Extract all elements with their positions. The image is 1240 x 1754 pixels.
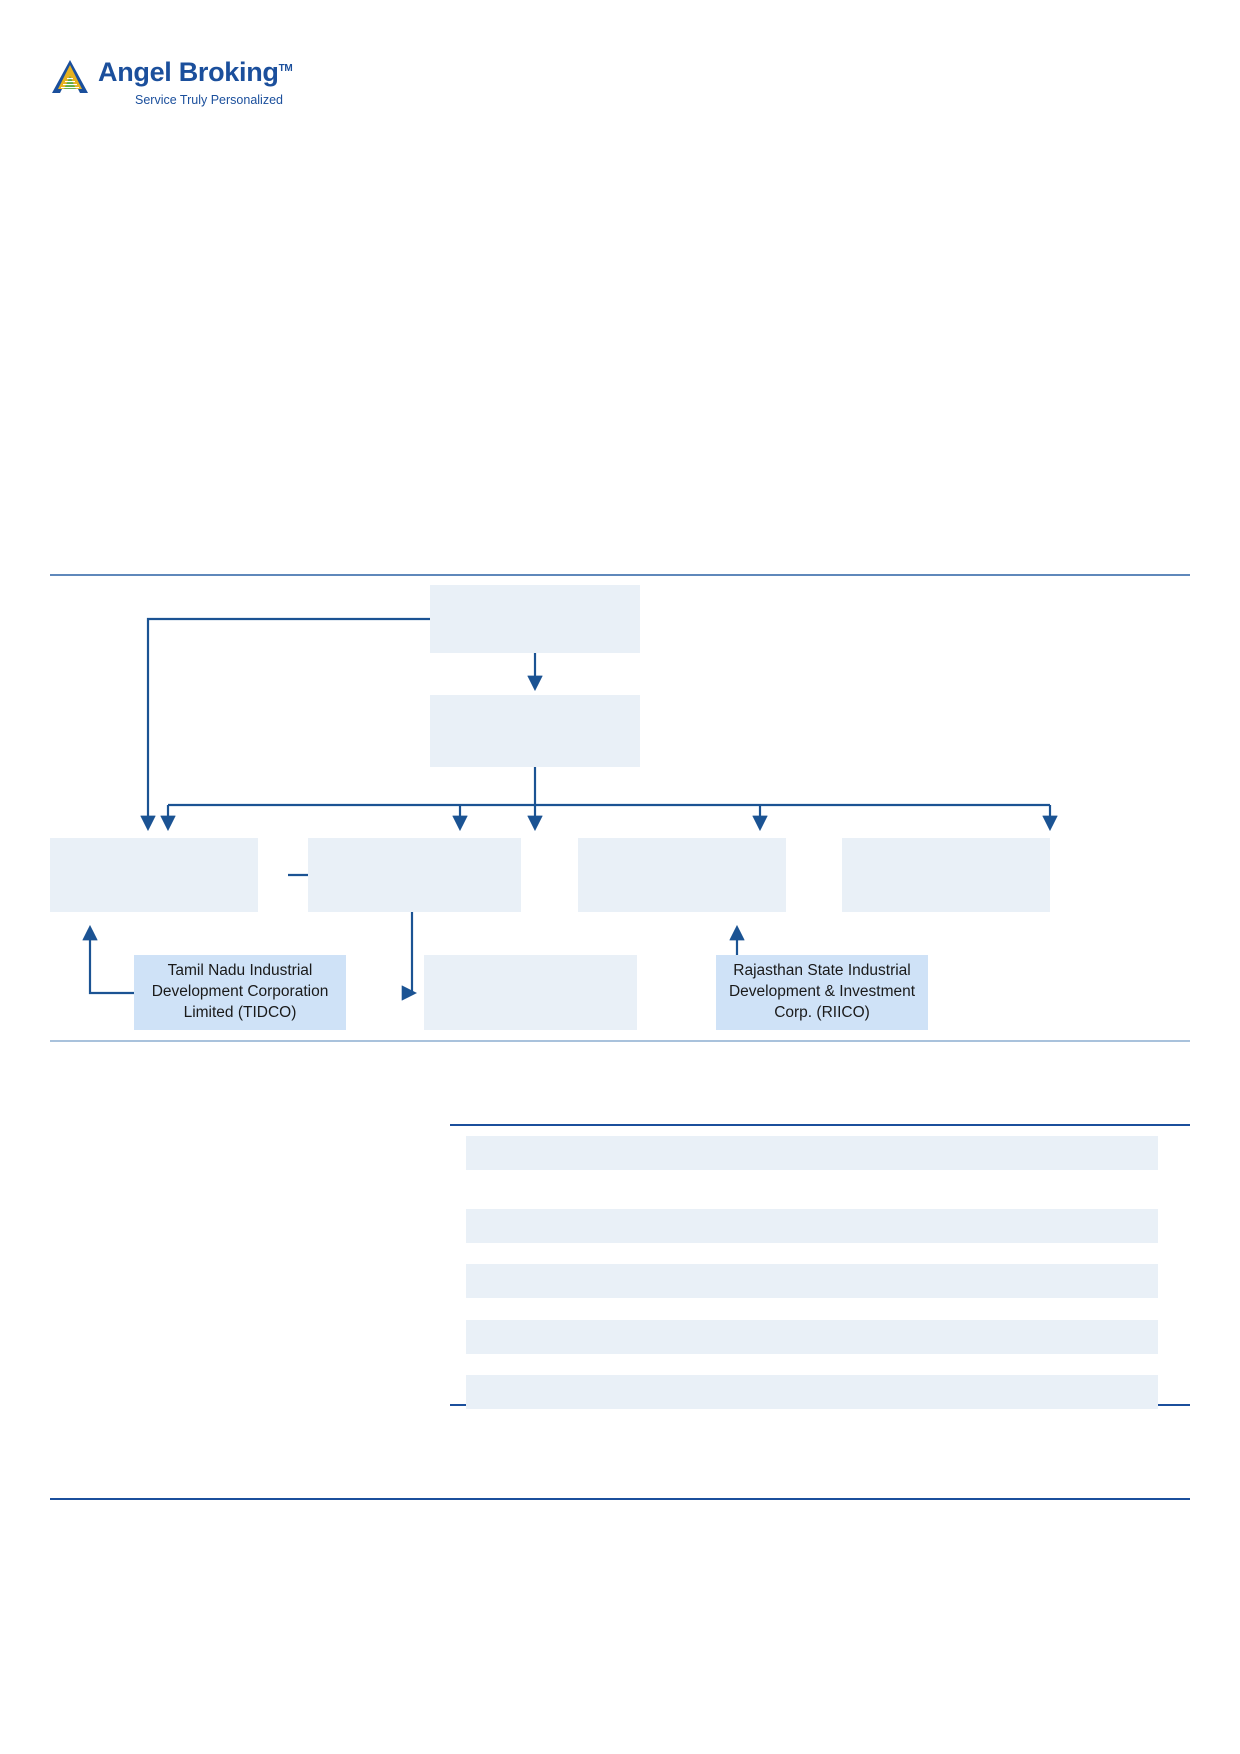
table-top-border bbox=[450, 1124, 1190, 1126]
table-row bbox=[466, 1209, 1158, 1243]
flow-node-n6 bbox=[842, 838, 1050, 912]
section-divider-middle bbox=[50, 1040, 1190, 1042]
angel-triangle-logo-icon bbox=[50, 59, 90, 95]
table-row bbox=[466, 1264, 1158, 1298]
table-row bbox=[466, 1320, 1158, 1354]
table-row bbox=[466, 1136, 1158, 1170]
brand-logo bbox=[50, 57, 310, 127]
flow-node-n5 bbox=[578, 838, 786, 912]
flow-node-n3 bbox=[50, 838, 258, 912]
brand-name-text: Angel Broking bbox=[98, 57, 279, 87]
brand-name bbox=[98, 57, 292, 88]
brand-trademark: TM bbox=[278, 63, 293, 74]
flow-node-n8 bbox=[424, 955, 637, 1030]
flow-node-n2 bbox=[430, 695, 640, 767]
table-row bbox=[466, 1375, 1158, 1409]
brand-tagline: Service Truly Personalized bbox=[135, 93, 283, 107]
flow-node-n1 bbox=[430, 585, 640, 653]
flow-node-n7: Tamil Nadu Industrial Development Corporation Limited (TIDCO) bbox=[134, 955, 346, 1030]
footer-divider bbox=[50, 1498, 1190, 1500]
flow-node-n9: Rajasthan State Industrial Development & Investment Corp. (RIICO) bbox=[716, 955, 928, 1030]
section-divider-top bbox=[50, 574, 1190, 576]
flow-node-n4 bbox=[308, 838, 521, 912]
